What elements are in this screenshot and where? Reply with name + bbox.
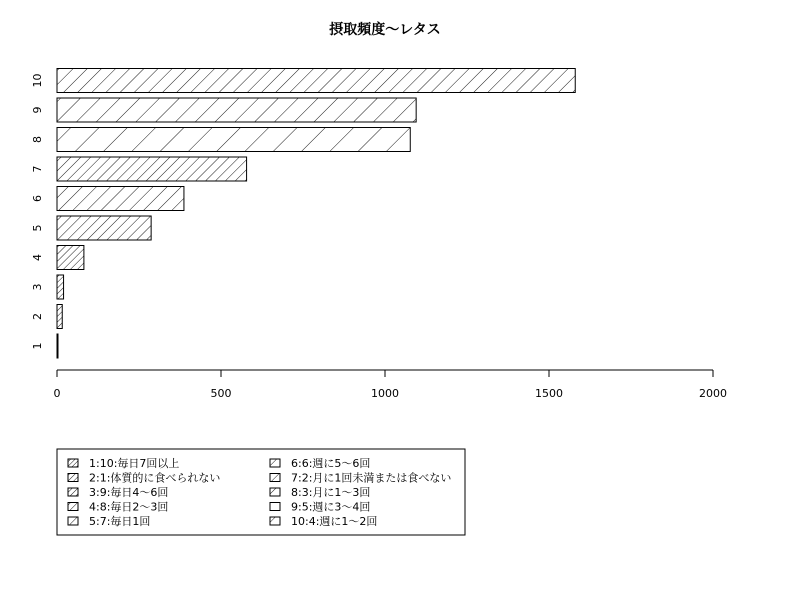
legend-swatch — [270, 488, 280, 496]
y-tick-label: 10 — [31, 73, 44, 88]
bar-6 — [57, 187, 184, 211]
legend-swatch — [270, 503, 280, 511]
x-tick-label: 1000 — [371, 387, 399, 400]
y-tick-label: 4 — [31, 254, 44, 261]
legend-label: 8:3:月に1〜3回 — [291, 486, 371, 499]
bar-1 — [57, 334, 58, 358]
legend-label: 7:2:月に1回未満または食べない — [291, 471, 452, 485]
y-tick-label: 1 — [31, 342, 44, 350]
y-tick-label: 2 — [31, 313, 44, 320]
bar-5 — [57, 216, 151, 240]
legend-swatch — [68, 517, 78, 525]
y-tick-label: 3 — [31, 283, 44, 291]
legend — [57, 449, 465, 535]
legend-swatch — [68, 503, 78, 511]
bar-4 — [57, 246, 84, 270]
bar-10 — [57, 69, 575, 93]
bar-3 — [57, 275, 64, 299]
chart-title: 摂取頻度〜レタス — [329, 22, 441, 38]
x-tick-label: 1500 — [535, 387, 563, 400]
legend-swatch — [68, 459, 78, 467]
y-tick-label: 9 — [31, 106, 44, 114]
legend-label: 2:1:体質的に食べられない — [89, 471, 221, 485]
bar-7 — [57, 157, 247, 181]
bar-9 — [57, 98, 416, 122]
legend-label: 10:4:週に1〜2回 — [291, 515, 378, 528]
legend-swatch — [270, 474, 280, 482]
y-axis — [31, 74, 44, 350]
y-tick-label: 8 — [31, 136, 44, 143]
x-axis — [54, 370, 728, 400]
legend-label: 1:10:毎日7回以上 — [89, 457, 180, 470]
x-tick-label: 0 — [53, 387, 61, 400]
legend-label: 5:7:毎日1回 — [89, 515, 151, 528]
y-tick-label: 6 — [31, 195, 44, 202]
legend-label: 9:5:週に3〜4回 — [291, 500, 371, 514]
legend-label: 4:8:毎日2〜3回 — [89, 500, 169, 514]
y-tick-label: 5 — [31, 224, 44, 232]
bars-group — [57, 69, 575, 359]
y-tick-label: 7 — [31, 165, 44, 173]
legend-label: 3:9:毎日4〜6回 — [89, 486, 169, 499]
x-tick-label: 2000 — [699, 387, 727, 400]
x-tick-label: 500 — [210, 387, 232, 400]
legend-swatch — [68, 474, 78, 482]
legend-label: 6:6:週に5〜6回 — [291, 457, 371, 470]
bar-2 — [57, 305, 62, 329]
legend-swatch — [270, 459, 280, 467]
legend-swatch — [270, 517, 280, 525]
legend-swatch — [68, 488, 78, 496]
bar-8 — [57, 128, 410, 152]
